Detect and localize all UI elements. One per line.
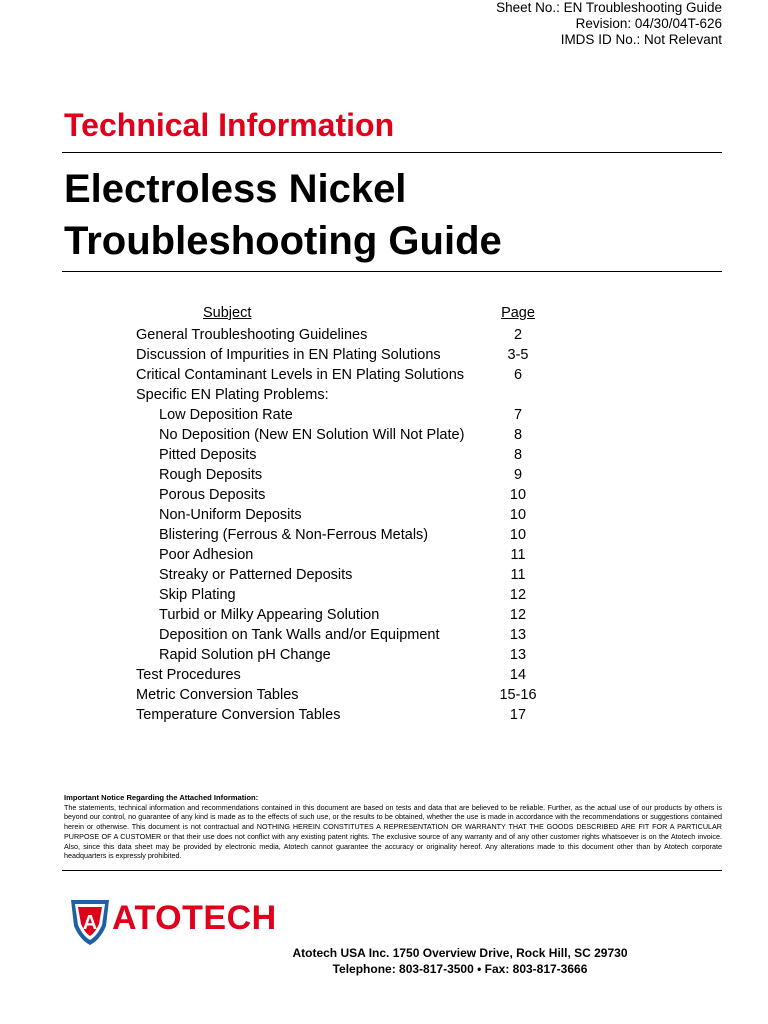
toc-entry-label: Temperature Conversion Tables bbox=[136, 706, 341, 723]
toc-entry bbox=[0, 565, 768, 585]
legal-notice bbox=[64, 793, 722, 861]
toc-entry-label: Skip Plating bbox=[159, 586, 236, 603]
toc-entry-label: Critical Contaminant Levels in EN Plating Solutions bbox=[136, 366, 465, 383]
toc-entry bbox=[0, 345, 768, 365]
toc-entry-page: 10 bbox=[509, 506, 527, 523]
toc-entry bbox=[0, 545, 768, 565]
logo-icon-letter: A bbox=[82, 912, 98, 934]
toc-entry-page: 6 bbox=[513, 366, 523, 383]
toc-entry bbox=[0, 505, 768, 525]
toc-entry-page: 11 bbox=[510, 546, 526, 563]
toc-entry-page: 7 bbox=[513, 406, 523, 423]
toc-entry-label: Blistering (Ferrous & Non-Ferrous Metals) bbox=[159, 526, 429, 543]
toc-entry-label: Low Deposition Rate bbox=[159, 406, 293, 423]
toc-page-header: Page bbox=[501, 305, 535, 321]
toc-entry-label: Rapid Solution pH Change bbox=[159, 646, 331, 663]
page-title bbox=[64, 163, 502, 267]
toc-entry-label: Specific EN Plating Problems: bbox=[136, 386, 329, 403]
toc-entry bbox=[0, 625, 768, 645]
logo-wordmark: ATOTECH bbox=[112, 899, 277, 937]
toc-entry bbox=[0, 485, 768, 505]
toc-entry-page: 10 bbox=[509, 526, 527, 543]
company-address-block bbox=[220, 945, 700, 977]
toc-entry-label: No Deposition (New EN Solution Will Not Plate) bbox=[159, 426, 465, 443]
toc-entry-page: 12 bbox=[509, 586, 527, 603]
atotech-shield-icon bbox=[68, 896, 112, 948]
toc-entry-page: 15-16 bbox=[499, 686, 537, 703]
toc-entry bbox=[0, 445, 768, 465]
toc-entry-page: 12 bbox=[509, 606, 527, 623]
toc-entry-label: Poor Adhesion bbox=[159, 546, 254, 563]
title-line-1: Electroless Nickel bbox=[64, 167, 407, 211]
toc-entry-label: Turbid or Milky Appearing Solution bbox=[159, 606, 380, 623]
toc-entry-page: 10 bbox=[509, 486, 527, 503]
toc-entry-page: 8 bbox=[513, 446, 523, 463]
title-divider bbox=[62, 271, 722, 272]
toc-entry-page: 3-5 bbox=[507, 346, 529, 363]
toc-entry-page: 13 bbox=[509, 646, 527, 663]
title-line-2: Troubleshooting Guide bbox=[64, 219, 502, 263]
toc-entry-page: 11 bbox=[510, 566, 526, 583]
toc-subject-header: Subject bbox=[203, 305, 252, 321]
toc-entry-label: General Troubleshooting Guidelines bbox=[136, 326, 368, 343]
toc-entry-page: 14 bbox=[509, 666, 527, 683]
top-divider bbox=[62, 152, 722, 153]
toc-entry-label: Non-Uniform Deposits bbox=[159, 506, 302, 523]
toc-entry-label: Discussion of Impurities in EN Plating Solutions bbox=[136, 346, 441, 363]
toc-entry bbox=[0, 705, 768, 725]
toc-entry-label: Pitted Deposits bbox=[159, 446, 257, 463]
toc-entry-page: 9 bbox=[513, 466, 523, 483]
revision: Revision: 04/30/04T-626 bbox=[575, 16, 722, 31]
toc-entry-label: Porous Deposits bbox=[159, 486, 266, 503]
toc-entry-page: 8 bbox=[513, 426, 523, 443]
company-phone: Telephone: 803-817-3500 • Fax: 803-817-3666 bbox=[332, 962, 588, 976]
toc-entry-label: Deposition on Tank Walls and/or Equipment bbox=[159, 626, 440, 643]
toc-entry bbox=[0, 585, 768, 605]
sheet-number: Sheet No.: EN Troubleshooting Guide bbox=[496, 0, 722, 15]
toc-entry bbox=[0, 405, 768, 425]
toc-entry bbox=[0, 385, 768, 405]
toc-entry-page: 2 bbox=[513, 326, 523, 343]
toc-entry bbox=[0, 685, 768, 705]
toc-entry-label: Rough Deposits bbox=[159, 466, 263, 483]
toc-entry bbox=[0, 645, 768, 665]
toc-entry bbox=[0, 605, 768, 625]
toc-entry-page: 13 bbox=[509, 626, 527, 643]
toc-entry-label: Test Procedures bbox=[136, 666, 241, 683]
notice-body: The statements, technical information and recommendations contained in this document are based on tests and data that are believed to be reliable. Further, as the actual use of our products by others is beyond our control, no guarantee of any kind is made as to the effects of such use, or the results to be obtained, whether the use is made in accordance with the recommendations or suggestions contained herein or otherwise. This document is not contractual and NOTHING HEREIN CONSTITUTES A REPRESENTATION OR WARRANTY THAT THE GOODS DESCRIBED ARE FIT FOR A PARTICULAR PURPOSE OF A CUSTOMER or that their use does not conflict with any existing patent rights. The exclusive source of any warranty and of any other customer rights whatsoever is on the Atotech invoice. Also, since this data sheet may be provided by electronic media, Atotech cannot guarantee the accuracy or originality hereof. Any alterations made to this document other than by Atotech corporate headquarters is expressly prohibited. bbox=[64, 802, 722, 861]
toc-entry-label: Streaky or Patterned Deposits bbox=[159, 566, 353, 583]
notice-title: Important Notice Regarding the Attached Information: bbox=[64, 793, 259, 802]
toc-entry bbox=[0, 365, 768, 385]
toc-entry bbox=[0, 325, 768, 345]
toc-entry bbox=[0, 525, 768, 545]
footer-divider bbox=[62, 870, 722, 871]
toc-entry bbox=[0, 465, 768, 485]
toc-entry bbox=[0, 665, 768, 685]
section-title: Technical Information bbox=[64, 107, 395, 143]
sheet-info bbox=[496, 0, 722, 48]
imds-id: IMDS ID No.: Not Relevant bbox=[560, 32, 722, 47]
toc-entry-page: 17 bbox=[509, 706, 527, 723]
company-address: Atotech USA Inc. 1750 Overview Drive, Rock Hill, SC 29730 bbox=[292, 946, 628, 960]
atotech-logo bbox=[68, 896, 288, 948]
toc-header bbox=[0, 305, 768, 325]
toc-entry-label: Metric Conversion Tables bbox=[136, 686, 299, 703]
toc-entry bbox=[0, 425, 768, 445]
